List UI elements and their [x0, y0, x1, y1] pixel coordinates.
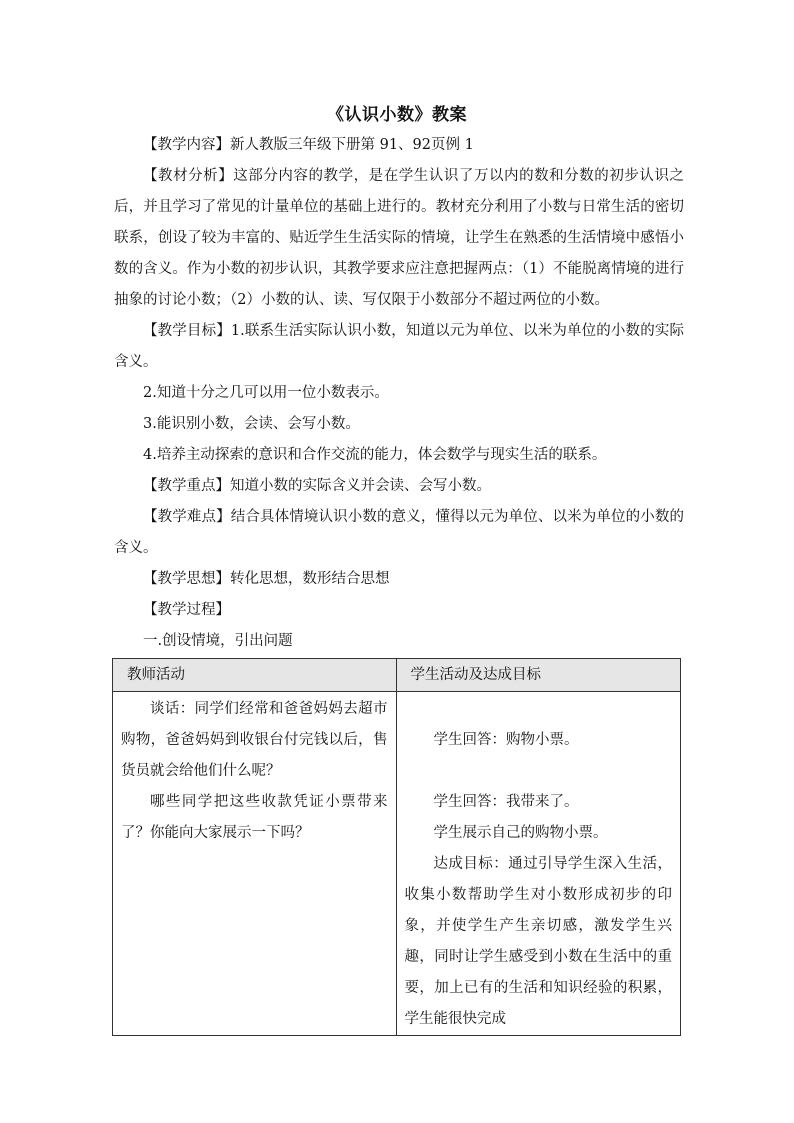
- spacer: [405, 694, 673, 725]
- document-title: 《认识小数》教案: [327, 105, 467, 125]
- activity-table: [112, 658, 681, 1036]
- step1-heading: 一.创设情境，引出问题: [143, 633, 293, 649]
- teacher-activity-cell: [113, 692, 397, 1036]
- table-header-row: [113, 659, 681, 692]
- ideas-paragraph: [114, 564, 684, 595]
- spacer: [405, 756, 673, 787]
- teaching-content-paragraph: [114, 130, 684, 161]
- teacher-activity-header: 教师活动: [113, 659, 397, 692]
- student-activity-4: 达成目标：通过引导学生深入生活，收集小数帮助学生对小数形成初步的印象，并使学生产生亲切感，激发学生兴趣，同时让学生感受到小数在生活中的重要，加上已有的生活和知识经验的积累，学生能很快完成: [404, 856, 672, 1027]
- student-activity-3: 学生展示自己的购物小票。: [433, 825, 608, 841]
- teacher-activity-1: 谈话：同学们经常和爸爸妈妈去超市购物，爸爸妈妈到收银台付完钱以后，售货员就会给他们什么呢？: [121, 701, 388, 779]
- key-points-paragraph: [114, 471, 684, 502]
- ideas-label: 【教学思想】: [143, 571, 230, 587]
- teaching-goal-2: 2.知道十分之几可以用一位小数表示。: [143, 385, 389, 401]
- key-points-label: 【教学重点】: [143, 478, 230, 494]
- student-activity-header: 学生活动及达成目标: [396, 659, 681, 692]
- teaching-goal-1: [114, 316, 684, 378]
- difficulties-paragraph: [114, 502, 684, 564]
- material-analysis-paragraph: [114, 161, 684, 316]
- difficulties-label: 【教学难点】: [143, 509, 231, 525]
- student-activity-2: 学生回答：我带来了。: [433, 794, 579, 810]
- teaching-goal-3: 3.能识别小数，会读、会写小数。: [143, 416, 360, 432]
- teaching-content-text: 新人教版三年级下册第 91、92页例 1: [230, 137, 474, 153]
- document-body: [114, 130, 684, 657]
- teaching-goal-1-text: 1.联系生活实际认识小数，知道以元为单位、以米为单位的小数的实际含义。: [114, 323, 684, 370]
- teaching-goal-4: 4.培养主动探索的意识和合作交流的能力，体会数学与现实生活的联系。: [143, 447, 607, 463]
- difficulties-text: 结合具体情境认识小数的意义，懂得以元为单位、以米为单位的小数的含义。: [114, 509, 684, 556]
- teacher-activity-2: 哪些同学把这些收款凭证小票带来了？你能向大家展示一下吗？: [121, 794, 388, 841]
- student-activity-1: 学生回答：购物小票。: [433, 732, 579, 748]
- table-row: [113, 692, 681, 1036]
- ideas-text: 转化思想，数形结合思想: [230, 571, 390, 587]
- teaching-goals-label: 【教学目标】: [143, 323, 231, 339]
- process-heading: 【教学过程】: [143, 602, 230, 618]
- material-analysis-text: 这部分内容的教学，是在学生认识了万以内的数和分数的初步认识之后，并且学习了常见的计量单位的基础上进行的。教材充分利用了小数与日常生活的密切联系，创设了较为丰富的、贴近学生生活实际的情境，让学生在熟悉的生活情境中感悟小数的含义。作为小数的初步认识，其教学要求应注意把握两点：（1）不能脱离情境的进行抽象的讨论小数；（2）小数的认、读、写仅限于小数部分不超过两位的小数。: [114, 168, 685, 308]
- key-points-text: 知道小数的实际含义并会读、会写小数。: [230, 478, 491, 494]
- student-activity-cell: [396, 692, 681, 1036]
- material-analysis-label: 【教材分析】: [143, 168, 234, 184]
- teaching-content-label: 【教学内容】: [143, 137, 230, 153]
